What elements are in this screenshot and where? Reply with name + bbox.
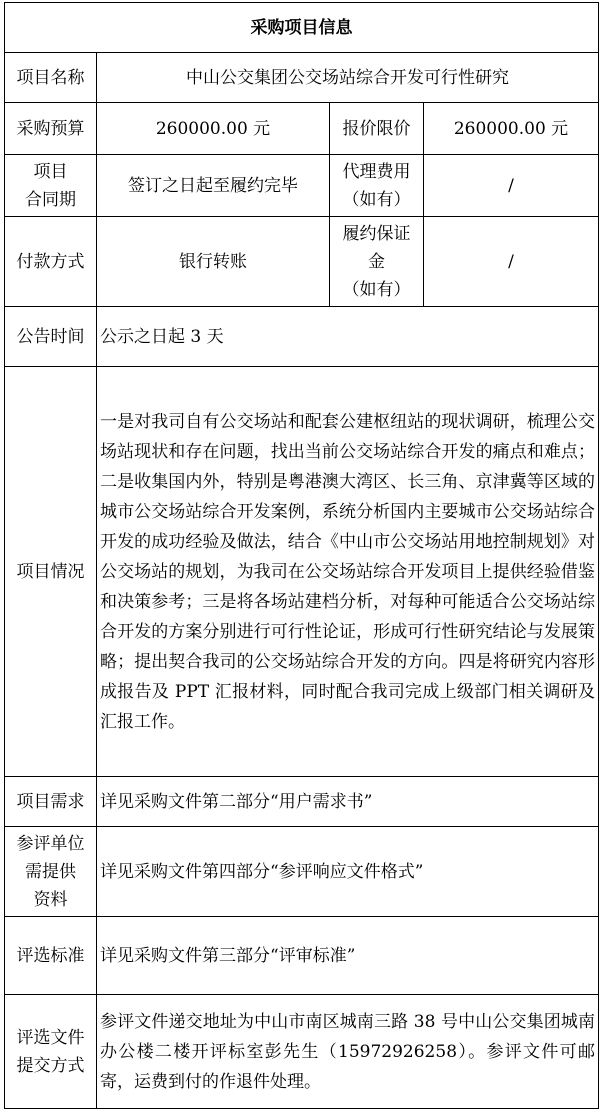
requirements-row	[5, 777, 599, 827]
deposit-value: /	[424, 217, 599, 307]
announcement-label: 公告时间	[5, 307, 97, 367]
requirements-value: 详见采购文件第二部分“用户需求书”	[97, 777, 599, 827]
contract-period-label-line2: 合同期	[25, 189, 76, 210]
agency-fee-label-line1: 代理费用	[342, 161, 411, 182]
agency-fee-label	[330, 155, 424, 217]
submission-value: 参评文件递交地址为中山市南区城南三路 38 号中山公交集团城南办公楼二楼开评标室彭先生（15972926258）。参评文件可邮寄，运费到付的作退件处理。	[97, 995, 599, 1109]
deposit-label-line3: （如有）	[342, 279, 411, 300]
participants-label-line1: 参评单位	[16, 833, 85, 854]
situation-value: 一是对我司自有公交场站和配套公建枢纽站的现状调研，梳理公交场站现状和存在问题，找出当前公交场站综合开发的痛点和难点；二是收集国内外，特别是粤港澳大湾区、长三角、京津冀等区域的城市公交场站综合开发案例，系统分析国内主要城市公交场站综合开发的成功经验及做法，结合《中山市公交场站用地控制规划》对公交场站的规划，为我司在公交场站综合开发项目上提供经验借鉴和决策参考；三是将各场站建档分析，对每种可能适合公交场站综合开发的方案分别进行可行性论证，形成可行性研究结论与发展策略；提出契合我司的公交场站综合开发的方向。四是将研究内容形成报告及 PPT 汇报材料，同时配合我司完成上级部门相关调研及汇报工作。	[97, 367, 599, 777]
participants-label	[5, 827, 97, 917]
payment-row	[5, 217, 599, 307]
procurement-info-table	[4, 2, 599, 1109]
budget-label: 采购预算	[5, 103, 97, 155]
criteria-value: 详见采购文件第三部分“评审标准”	[97, 917, 599, 995]
budget-value: 260000.00 元	[97, 103, 330, 155]
table-title: 采购项目信息	[5, 3, 599, 53]
deposit-label	[330, 217, 424, 307]
agency-fee-label-line2: （如有）	[342, 189, 411, 210]
contract-period-label	[5, 155, 97, 217]
title-row	[5, 3, 599, 53]
announcement-row	[5, 307, 599, 367]
project-name-label: 项目名称	[5, 53, 97, 103]
participants-label-line3: 资料	[33, 889, 68, 910]
contract-period-row	[5, 155, 599, 217]
price-limit-label: 报价限价	[330, 103, 424, 155]
participants-label-line2: 需提供	[25, 861, 76, 882]
project-name-row	[5, 53, 599, 103]
submission-row	[5, 995, 599, 1109]
submission-label-line1: 评选文件	[16, 1027, 85, 1048]
contract-period-value: 签订之日起至履约完毕	[97, 155, 330, 217]
criteria-label: 评选标准	[5, 917, 97, 995]
submission-label	[5, 995, 97, 1109]
participants-row	[5, 827, 599, 917]
payment-value: 银行转账	[97, 217, 330, 307]
procurement-info-table-wrapper	[4, 2, 598, 1109]
criteria-row	[5, 917, 599, 995]
requirements-label: 项目需求	[5, 777, 97, 827]
deposit-label-line1: 履约保证	[342, 223, 411, 244]
project-name-value: 中山公交集团公交场站综合开发可行性研究	[97, 53, 599, 103]
deposit-label-line2: 金	[368, 251, 385, 272]
budget-row	[5, 103, 599, 155]
participants-value: 详见采购文件第四部分“参评响应文件格式”	[97, 827, 599, 917]
contract-period-label-line1: 项目	[33, 161, 68, 182]
submission-label-line2: 提交方式	[16, 1055, 85, 1076]
payment-label: 付款方式	[5, 217, 97, 307]
situation-label: 项目情况	[5, 367, 97, 777]
agency-fee-value: /	[424, 155, 599, 217]
announcement-value: 公示之日起 3 天	[97, 307, 599, 367]
price-limit-value: 260000.00 元	[424, 103, 599, 155]
situation-row	[5, 367, 599, 777]
